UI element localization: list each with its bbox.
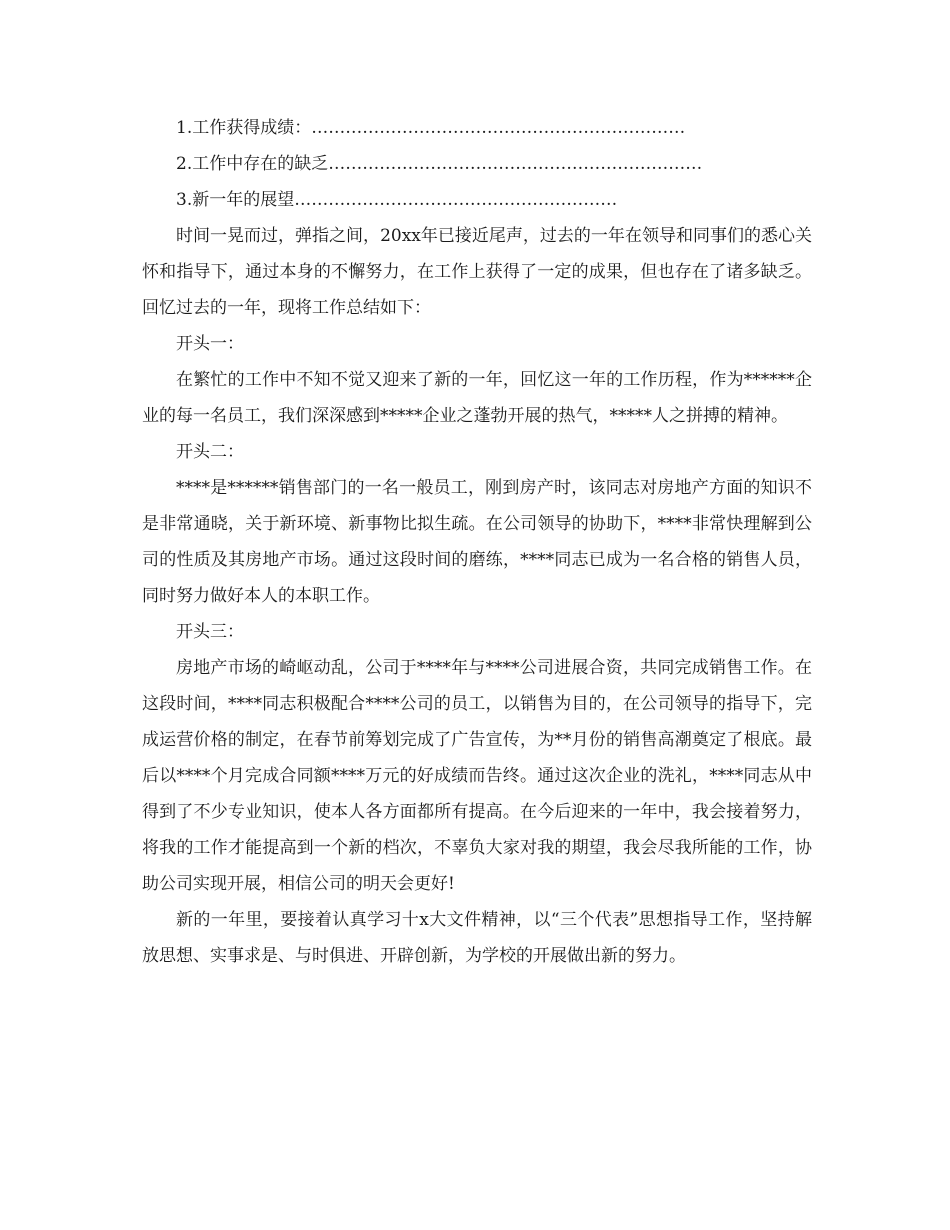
section-3-heading: 开头三：	[176, 622, 244, 642]
section-2-paragraph: ****是******销售部门的一名一般员工，刚到房产时，该同志对房地产方面的知识不是非常通晓，关于新环境、新事物比拟生疏。在公司领导的协助下，****非常快理解到公司的性质及其房地产市场。通过这段时间的磨练，****同志已成为一名合格的销售人员，同时努力做好本人的本职工作。	[142, 478, 812, 606]
toc-item-2: 2.工作中存在的缺乏…………………………………………………………	[176, 154, 703, 174]
document-body	[142, 110, 812, 974]
closing-paragraph: 新的一年里，要接着认真学习十x大文件精神，以“三个代表”思想指导工作，坚持解放思想、实事求是、与时俱进、开辟创新，为学校的开展做出新的努力。	[142, 910, 812, 966]
section-3-paragraph: 房地产市场的崎岖动乱，公司于****年与****公司进展合资，共同完成销售工作。在这段时间，****同志积极配合****公司的员工，以销售为目的，在公司领导的指导下，完成运营价格的制定，在春节前筹划完成了广告宣传，为**月份的销售高潮奠定了根底。最后以****个月完成合同额****万元的好成绩而告终。通过这次企业的洗礼，****同志从中得到了不少专业知识，使本人各方面都所有提高。在今后迎来的一年中，我会接着努力，将我的工作才能提高到一个新的档次，不辜负大家对我的期望，我会尽我所能的工作，协助公司实现开展，相信公司的明天会更好!	[142, 658, 812, 894]
section-1-paragraph: 在繁忙的工作中不知不觉又迎来了新的一年，回忆这一年的工作历程，作为******企业的每一名员工，我们深深感到*****企业之蓬勃开展的热气，*****人之拼搏的精神。	[142, 370, 812, 426]
toc-item-1: 1.工作获得成绩：…………………………………………………………	[176, 118, 686, 138]
section-1-heading: 开头一：	[176, 334, 244, 354]
section-2-heading: 开头二：	[176, 442, 244, 462]
toc-item-3: 3.新一年的展望…………………………………………………	[176, 190, 618, 210]
intro-paragraph: 时间一晃而过，弹指之间，20xx年已接近尾声，过去的一年在领导和同事们的悉心关怀和指导下，通过本身的不懈努力，在工作上获得了一定的成果，但也存在了诸多缺乏。回忆过去的一年，现将工作总结如下：	[142, 226, 812, 318]
